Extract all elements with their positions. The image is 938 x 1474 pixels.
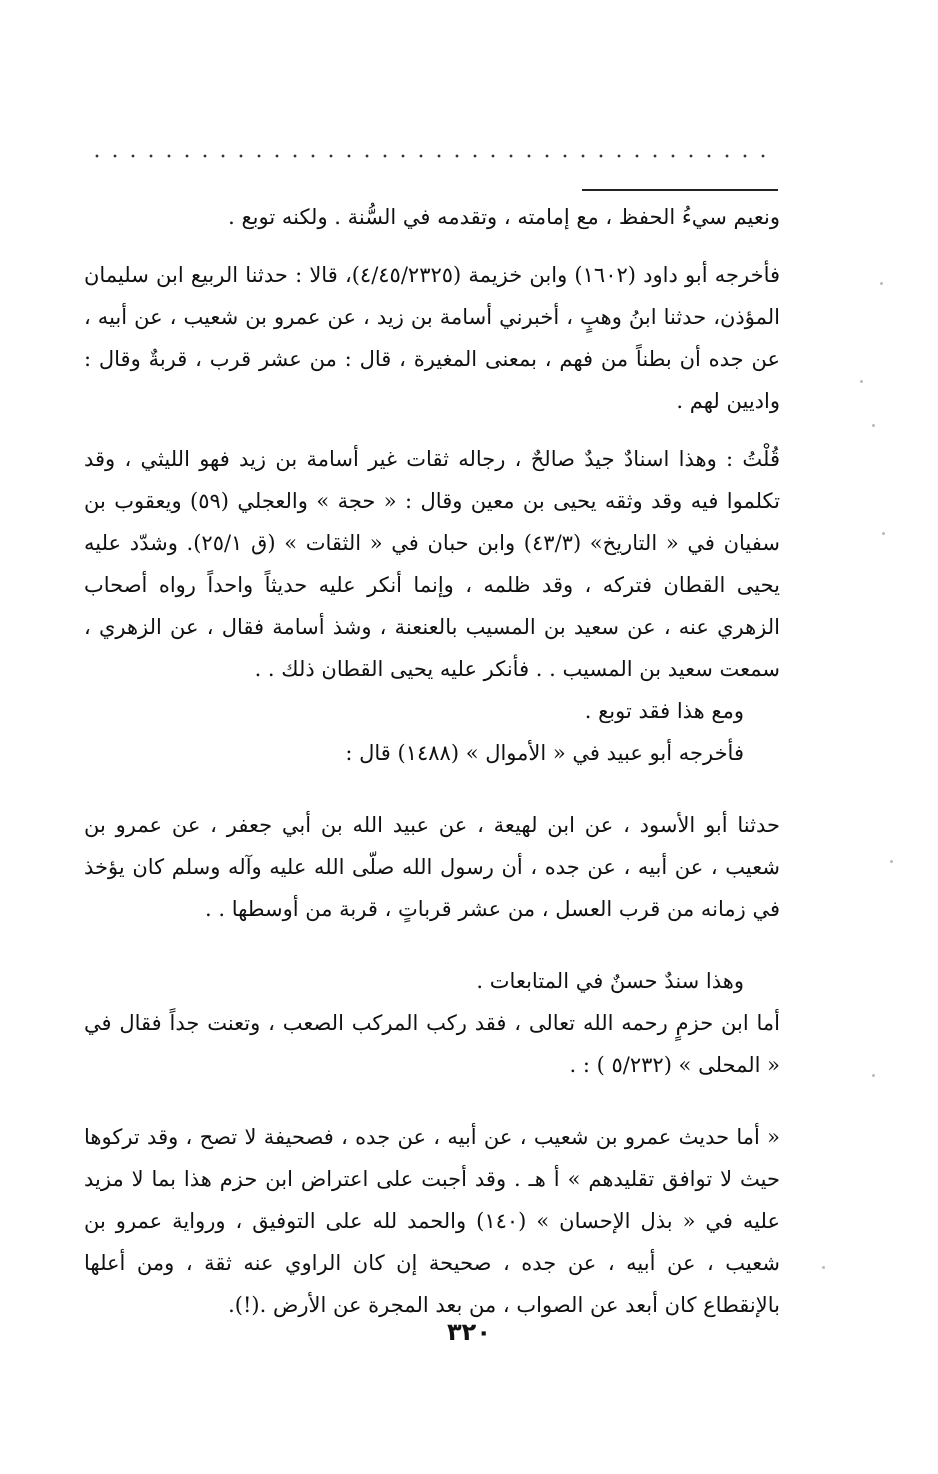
page-text xyxy=(84,196,780,1326)
paragraph-1: ونعيم سيءُ الحفظ ، مع إمامته ، وتقدمه في السُّنة . ولكنه توبع . xyxy=(228,205,780,229)
paragraph-4: ومع هذا فقد توبع . xyxy=(584,699,744,723)
footnote-separator-line xyxy=(582,189,778,191)
paragraph-5: فأخرجه أبو عبيد في « الأموال » (١٤٨٨) قال : xyxy=(345,741,744,765)
paragraph-3: قُلْتُ : وهذا اسنادٌ جيدٌ صالحٌ ، رجاله ثقات غير أسامة بن زيد فهو الليثي ، وقد تكلموا فيه وقد وثقه يحيى بن معين وقال : « حجة » والعجلي (٥٩) ويعقوب بن سفيان في « التاريخ» (٤٣/٣) وابن حبان في « الثقات » (ق ٢٥/١). وشدّد عليه يحيى القطان فتركه ، وقد ظلمه ، وإنما أنكر عليه حديثاً واحداً رواه أصحاب الزهري عنه ، عن سعيد بن المسيب بالعنعنة ، وشذ أسامة فقال ، عن الزهري ، سمعت سعيد بن المسيب . . فأنكر عليه يحيى القطان ذلك . . xyxy=(84,447,780,681)
paragraph-2: فأخرجه أبو داود (١٦٠٢) وابن خزيمة (٤/٤٥/٢٣٢٥)، قالا : حدثنا الربيع ابن سليمان المؤذن، حدثنا ابنُ وهبٍ ، أخبرني أسامة بن زيد ، عن عمرو بن شعيب ، عن أبيه ، عن جده أن بطناً من فهم ، بمعنى المغيرة ، قال : من عشر قرب ، قربةٌ وقال : واديين لهم . xyxy=(84,263,781,413)
paragraph-6: حدثنا أبو الأسود ، عن ابن لهيعة ، عن عبيد الله بن أبي جعفر ، عن عمرو بن شعيب ، عن أبيه ، عن جده ، أن رسول الله صلّى الله عليه وآله وسلم كان يؤخذ في زمانه من قرب العسل ، من عشر قرباتٍ ، قربة من أوسطها . . xyxy=(84,813,780,921)
page-number: ٣٢٠ xyxy=(447,1318,491,1346)
paragraph-9: « أما حديث عمرو بن شعيب ، عن أبيه ، عن جده ، فصحيفة لا تصح ، وقد تركوها حيث لا توافق تقليدهم » أ هـ . وقد أجبت على اعتراض ابن حزم هذا بما لا مزيد عليه في « بذل الإحسان » (١٤٠) والحمد لله على التوفيق ، ورواية عمرو بن شعيب ، عن أبيه ، عن جده ، صحيحة إن كان الراوي عنه ثقة ، ومن أعلها بالإنقطاع كان أبعد عن الصواب ، من بعد المجرة عن الأرض .(!). xyxy=(84,1125,780,1317)
dotted-separator xyxy=(88,152,778,160)
paragraph-8: أما ابن حزمٍ رحمه الله تعالى ، فقد ركب المركب الصعب ، وتعنت جداً فقال في « المحلى » (٥/٢٣٢ ) : . xyxy=(84,1011,780,1077)
paragraph-7: وهذا سندٌ حسنٌ في المتابعات . xyxy=(476,969,744,993)
